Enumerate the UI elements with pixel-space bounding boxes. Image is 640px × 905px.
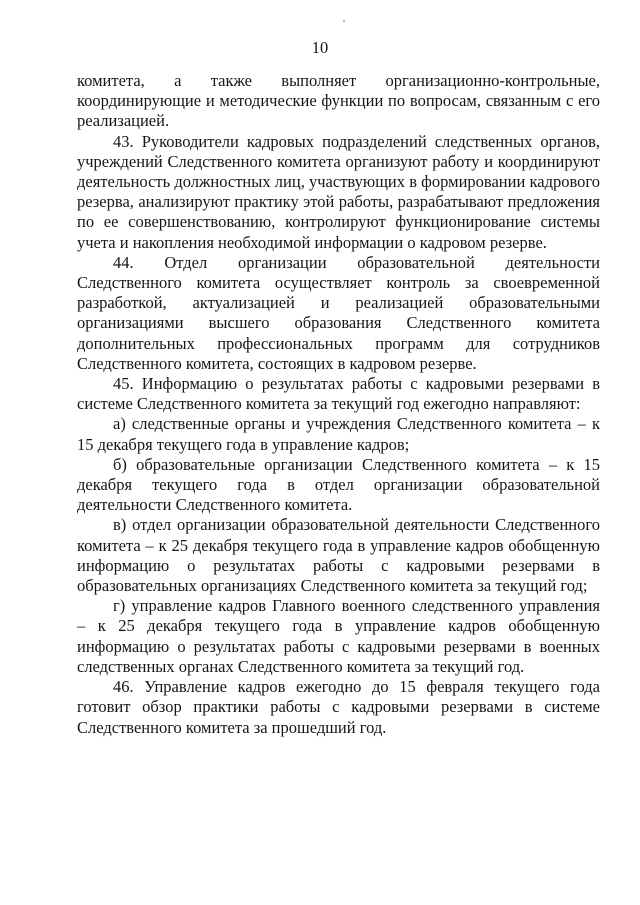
paragraph-45-g: г) управление кадров Главного военного следственного управления – к 25 декабря текущего года в управление кадров обобщенную информацию о результатах работы с кадровыми резервами в военных следственных органах Следственного комитета за текущий год. bbox=[77, 596, 600, 676]
page-number: 10 bbox=[311, 38, 329, 57]
paragraph-45-v: в) отдел организации образовательной деятельности Следственного комитета – к 25 декабря текущего года в управление кадров обобщенную информацию о результатах работы с кадровыми резервами в образовательных организациях Следственного комитета за текущий год; bbox=[77, 515, 600, 596]
paragraph-43: 43. Руководители кадровых подразделений следственных органов, учреждений Следственного комитета организуют работу и координируют деятельность должностных лиц, участвующих в формировании кадрового резерва, анализируют практику этой работы, разрабатывают предложения по ее совершенствованию, контролируют функционирование системы учета и накопления необходимой информации о кадровом резерве. bbox=[77, 131, 600, 252]
paragraph-44: 44. Отдел организации образовательной деятельности Следственного комитета осуществляет контроль за своевременной разработкой, актуализацией и реализацией образовательными организациями высшего образования Следственного комитета дополнительных профессиональных программ для сотрудников Следственного комитета, состоящих в кадровом резерве. bbox=[77, 252, 600, 373]
scan-artifact-dot bbox=[343, 20, 345, 22]
document-body bbox=[77, 71, 600, 738]
paragraph-45-a: а) следственные органы и учреждения Следственного комитета – к 15 декабря текущего года в управление кадров; bbox=[77, 414, 600, 454]
paragraph-46: 46. Управление кадров ежегодно до 15 февраля текущего года готовит обзор практики работы с кадровыми резервами в системе Следственного комитета за прошедший год. bbox=[77, 677, 600, 737]
paragraph-45-b: б) образовательные организации Следственного комитета – к 15 декабря текущего года в отдел организации образовательной деятельности Следственного комитета. bbox=[77, 454, 600, 515]
paragraph-continuation: комитета, а также выполняет организационно-контрольные, координирующие и методические функции по вопросам, связанным с его реализацией. bbox=[77, 71, 600, 131]
paragraph-45: 45. Информацию о результатах работы с кадровыми резервами в системе Следственного комитета за текущий год ежегодно направляют: bbox=[77, 374, 600, 414]
